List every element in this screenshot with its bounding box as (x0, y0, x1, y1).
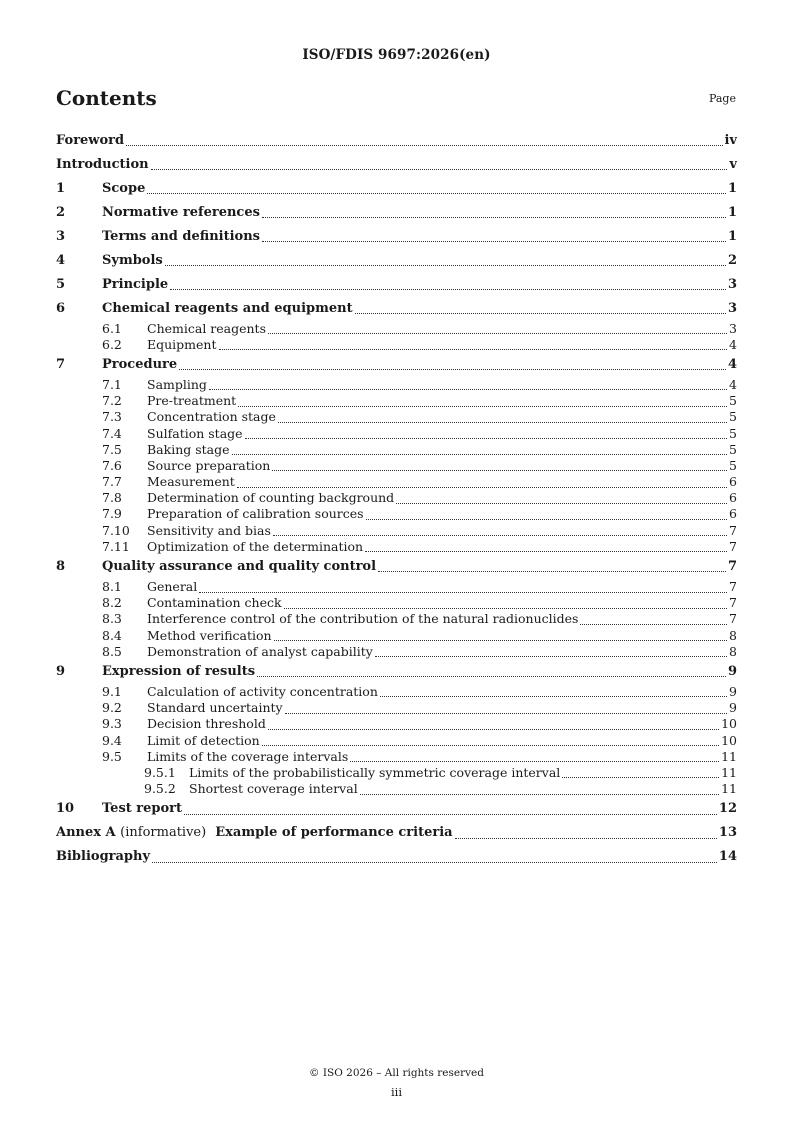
dot-leader (245, 437, 727, 439)
toc-entry-9-3[interactable] (56, 716, 737, 732)
toc-title: Decision threshold (147, 716, 266, 732)
dot-leader (147, 192, 726, 194)
toc-entry-5[interactable] (56, 272, 737, 296)
toc-title: Limits of the coverage intervals (147, 748, 349, 764)
toc-page: 3 (729, 320, 737, 336)
dot-leader (268, 728, 719, 730)
toc-entry-6-2[interactable] (56, 336, 737, 352)
document-id-header: ISO/FDIS 9697:2026(en) (302, 47, 491, 63)
toc-page: 3 (727, 300, 737, 316)
toc-title: Chemical reagents and equipment (102, 300, 353, 316)
dot-leader (262, 744, 719, 746)
toc-number: 8.3 (102, 611, 122, 627)
toc-page: v (729, 156, 737, 172)
toc-page: 4 (729, 376, 737, 392)
toc-number: 7.5 (102, 441, 122, 457)
toc-title: Calculation of activity concentration (147, 683, 378, 699)
toc-title: Limits of the probabilistically symmetric coverage interval (189, 764, 561, 780)
toc-number: 8.1 (102, 579, 122, 595)
toc-entry-7-7[interactable] (56, 474, 737, 490)
toc-title: Standard uncertainty (147, 700, 283, 716)
toc-title: Principle (102, 276, 169, 292)
dot-leader (165, 264, 726, 266)
toc-page: 5 (729, 425, 737, 441)
annex-title: Example of performance criteria (215, 825, 453, 841)
toc-number: 7.4 (102, 425, 122, 441)
toc-title: Concentration stage (147, 409, 276, 425)
dot-leader (273, 534, 727, 536)
toc-number: 8.5 (102, 643, 122, 659)
copyright-footer: © ISO 2026 – All rights reserved (309, 1067, 484, 1079)
toc-number: 1 (56, 180, 66, 196)
toc-title: Pre-treatment (147, 393, 237, 409)
toc-title: Terms and definitions (102, 228, 260, 244)
toc-entry-8-5[interactable] (56, 643, 737, 659)
toc-number: 8.4 (102, 627, 122, 643)
toc-title: Sensitivity and bias (147, 522, 271, 538)
dot-leader (366, 518, 727, 520)
toc-title: Symbols (102, 252, 163, 268)
toc-entry-annex-a[interactable] (56, 821, 737, 845)
dot-leader (184, 813, 717, 815)
toc-title: Chemical reagents (147, 320, 267, 336)
toc-number: 5 (56, 276, 66, 292)
toc-entry-9-4[interactable] (56, 732, 737, 748)
dot-leader (262, 240, 726, 242)
dot-leader (365, 550, 727, 552)
annex-kind: (informative) (120, 825, 207, 841)
toc-title: Measurement (147, 474, 235, 490)
toc-title: Source preparation (147, 457, 271, 473)
toc-entry-7[interactable] (56, 352, 737, 376)
toc-number: 9.5 (102, 748, 122, 764)
toc-number: 6.1 (102, 320, 122, 336)
page-number: iii (390, 1085, 403, 1099)
toc-title: Sulfation stage (147, 425, 243, 441)
toc-title: Shortest coverage interval (189, 781, 358, 797)
toc-page: 11 (721, 781, 737, 797)
toc-entry-7-11[interactable] (56, 538, 737, 554)
toc-number: 7.10 (102, 522, 130, 538)
toc-title: Normative references (102, 204, 260, 220)
dot-leader (375, 655, 727, 657)
toc-number: 7.6 (102, 457, 122, 473)
dot-leader (355, 312, 726, 314)
toc-entry-2[interactable] (56, 200, 737, 224)
contents-title: Contents (56, 86, 157, 110)
toc-title: Quality assurance and quality control (102, 558, 377, 574)
toc-entry-9[interactable] (56, 659, 737, 683)
toc-number: 2 (56, 204, 66, 220)
toc-title: Preparation of calibration sources (147, 506, 364, 522)
toc-title: Determination of counting background (147, 490, 395, 506)
toc-entry-6[interactable] (56, 296, 737, 320)
toc-title: Test report (102, 801, 183, 817)
toc-title: Baking stage (147, 441, 230, 457)
toc-page: 10 (721, 732, 737, 748)
dot-leader (278, 421, 727, 423)
toc-title: Interference control of the contribution of the natural radionuclides (147, 611, 579, 627)
toc-number: 7.11 (102, 538, 130, 554)
dot-leader (151, 168, 728, 170)
toc-title: Expression of results (102, 663, 256, 679)
dot-leader (285, 712, 727, 714)
toc-page: 1 (727, 204, 737, 220)
dot-leader (350, 760, 719, 762)
dot-leader (219, 348, 728, 350)
toc-entry-7-8[interactable] (56, 490, 737, 506)
dot-leader (179, 368, 726, 370)
dot-leader (562, 776, 719, 778)
toc-title: Limit of detection (147, 732, 260, 748)
toc-number: 7.1 (102, 376, 122, 392)
toc-number: 7.8 (102, 490, 122, 506)
toc-page: 9 (729, 683, 737, 699)
toc-number: 9.1 (102, 683, 122, 699)
toc-page: 5 (729, 393, 737, 409)
toc-page: 6 (729, 474, 737, 490)
toc-entry-9-1[interactable] (56, 683, 737, 699)
toc-page: 7 (729, 522, 737, 538)
toc-title: Scope (102, 180, 146, 196)
dot-leader (378, 570, 726, 572)
toc-number: 10 (56, 801, 75, 817)
toc-page: 10 (721, 716, 737, 732)
toc-page: 14 (718, 849, 737, 865)
toc-title: Optimization of the determination (147, 538, 364, 554)
toc-entry-4[interactable] (56, 248, 737, 272)
toc-page: 5 (729, 441, 737, 457)
toc-entry-7-5[interactable] (56, 441, 737, 457)
toc-page: 7 (727, 558, 737, 574)
toc-entry-7-10[interactable] (56, 522, 737, 538)
toc-number: 7 (56, 356, 66, 372)
toc-page: 12 (718, 801, 737, 817)
dot-leader (284, 607, 727, 609)
toc-page: 5 (729, 409, 737, 425)
toc-entry-8-2[interactable] (56, 595, 737, 611)
toc-number: 7.2 (102, 393, 122, 409)
toc-page: 7 (729, 595, 737, 611)
table-of-contents (56, 128, 737, 869)
toc-page: 1 (727, 228, 737, 244)
toc-entry-9-5-1[interactable] (56, 764, 737, 780)
toc-page: 7 (729, 579, 737, 595)
toc-number: 6.2 (102, 336, 122, 352)
toc-number: 9.2 (102, 700, 122, 716)
toc-title: Method verification (147, 627, 272, 643)
toc-entry-1[interactable] (56, 176, 737, 200)
dot-leader (455, 837, 717, 839)
toc-page: iv (724, 132, 737, 148)
dot-leader (152, 861, 717, 863)
toc-title: Procedure (102, 356, 178, 372)
dot-leader (126, 144, 722, 146)
toc-title: Contamination check (147, 595, 282, 611)
dot-leader (238, 405, 727, 407)
toc-entry-9-2[interactable] (56, 700, 737, 716)
toc-entry-foreword[interactable] (56, 128, 737, 152)
toc-number: 9.5.1 (144, 764, 176, 780)
toc-number: 4 (56, 252, 66, 268)
dot-leader (360, 793, 719, 795)
toc-entry-7-9[interactable] (56, 506, 737, 522)
dot-leader (272, 469, 727, 471)
toc-number: 9.4 (102, 732, 122, 748)
toc-page: 9 (729, 700, 737, 716)
toc-entry-3[interactable] (56, 224, 737, 248)
toc-entry-8-3[interactable] (56, 611, 737, 627)
toc-title (56, 825, 453, 840)
toc-number: 6 (56, 300, 66, 316)
dot-leader (262, 216, 726, 218)
toc-number: 7.7 (102, 474, 122, 490)
toc-entry-8-1[interactable] (56, 578, 737, 594)
toc-page: 4 (727, 356, 737, 372)
toc-entry-7-2[interactable] (56, 393, 737, 409)
toc-page: 11 (721, 748, 737, 764)
toc-number: 9.3 (102, 716, 122, 732)
toc-number: 9 (56, 663, 66, 679)
toc-page: 3 (727, 276, 737, 292)
toc-page: 8 (729, 643, 737, 659)
dot-leader (274, 639, 727, 641)
toc-title: Introduction (56, 156, 149, 172)
toc-number: 9.5.2 (144, 781, 176, 797)
toc-entry-bibliography[interactable] (56, 845, 737, 869)
toc-page: 5 (729, 457, 737, 473)
toc-entry-9-5[interactable] (56, 748, 737, 764)
page-column-label: Page (708, 92, 736, 105)
dot-leader (170, 288, 726, 290)
toc-number: 7.9 (102, 506, 122, 522)
annex-prefix: Annex A (56, 825, 116, 841)
toc-page: 13 (718, 825, 737, 841)
dot-leader (268, 332, 727, 334)
toc-title: General (147, 579, 198, 595)
toc-entry-10[interactable] (56, 797, 737, 821)
toc-entry-9-5-2[interactable] (56, 781, 737, 797)
toc-page: 4 (729, 336, 737, 352)
toc-number: 8.2 (102, 595, 122, 611)
toc-page: 9 (727, 663, 737, 679)
toc-page: 2 (727, 252, 737, 268)
toc-entry-7-1[interactable] (56, 376, 737, 392)
toc-entry-6-1[interactable] (56, 320, 737, 336)
toc-title: Sampling (147, 376, 207, 392)
toc-page: 6 (729, 490, 737, 506)
toc-page: 8 (729, 627, 737, 643)
toc-entry-introduction[interactable] (56, 152, 737, 176)
toc-title: Demonstration of analyst capability (147, 643, 373, 659)
toc-entry-7-6[interactable] (56, 457, 737, 473)
dot-leader (396, 502, 727, 504)
toc-page: 7 (729, 538, 737, 554)
toc-number: 7.3 (102, 409, 122, 425)
dot-leader (199, 591, 727, 593)
dot-leader (380, 695, 727, 697)
dot-leader (257, 675, 726, 677)
dot-leader (237, 486, 727, 488)
toc-entry-8[interactable] (56, 554, 737, 578)
toc-title: Foreword (56, 132, 125, 148)
toc-number: 8 (56, 558, 66, 574)
toc-entry-8-4[interactable] (56, 627, 737, 643)
dot-leader (232, 453, 728, 455)
toc-entry-7-4[interactable] (56, 425, 737, 441)
toc-page: 6 (729, 506, 737, 522)
toc-entry-7-3[interactable] (56, 409, 737, 425)
toc-page: 1 (727, 180, 737, 196)
toc-title: Bibliography (56, 849, 151, 865)
dot-leader (209, 388, 727, 390)
dot-leader (580, 623, 727, 625)
toc-title: Equipment (147, 336, 217, 352)
toc-number: 3 (56, 228, 66, 244)
toc-page: 7 (729, 611, 737, 627)
toc-page: 11 (721, 764, 737, 780)
